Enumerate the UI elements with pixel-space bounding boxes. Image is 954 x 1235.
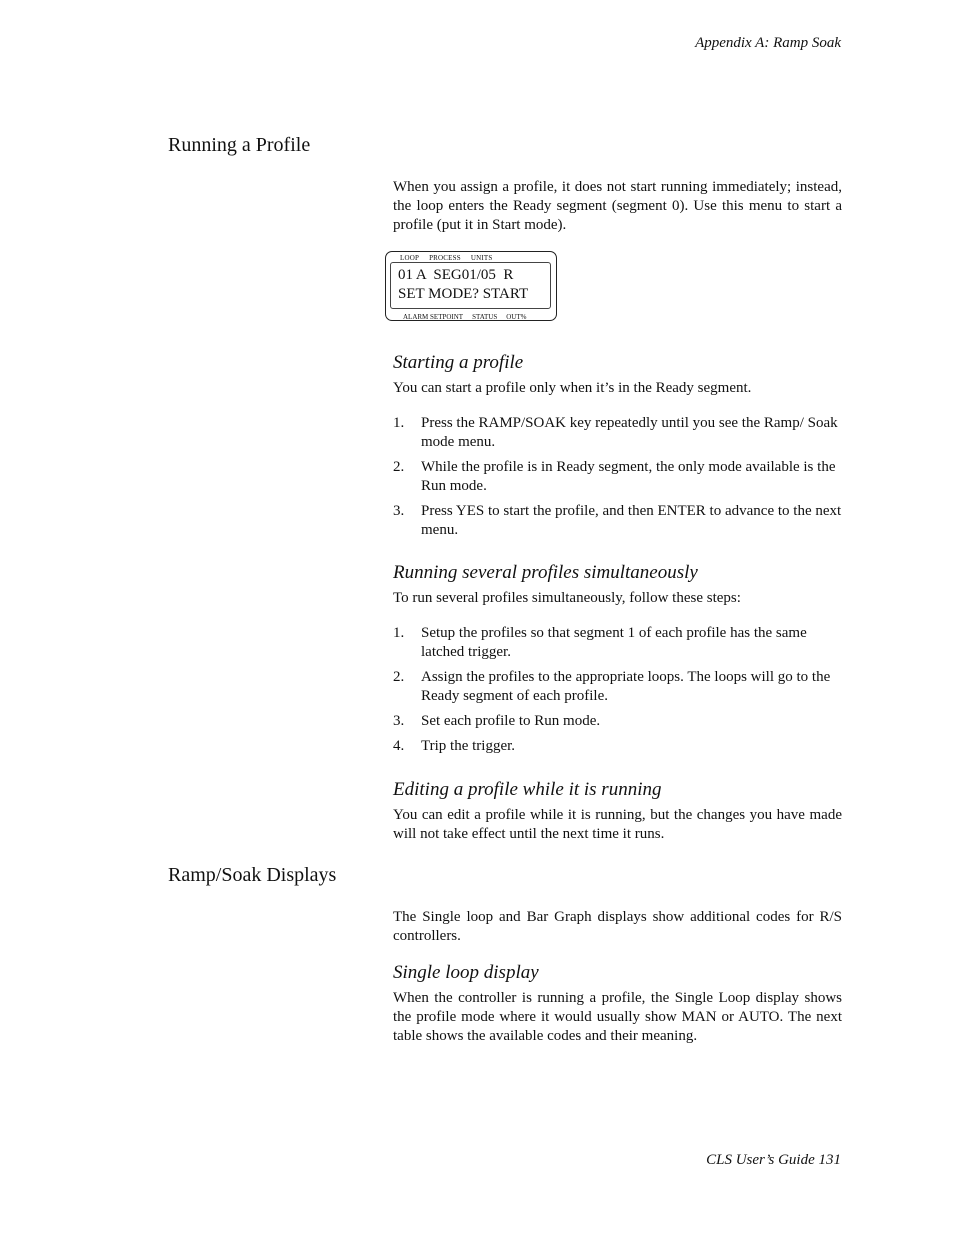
step-number: 3. <box>393 503 405 519</box>
step-number: 4. <box>393 738 405 754</box>
lcd-display-figure <box>385 251 557 321</box>
list-item <box>393 712 842 731</box>
heading-single-loop-display: Single loop display <box>393 962 539 983</box>
step-text: Trip the trigger. <box>421 738 516 754</box>
list-item <box>393 502 842 540</box>
starting-profile-steps <box>393 414 842 540</box>
lcd-label-alarm-setpoint: ALARM SETPOINT <box>403 313 464 321</box>
step-number: 3. <box>393 713 405 729</box>
lcd-label-loop: LOOP <box>400 254 420 262</box>
heading-several-profiles: Running several profiles simultaneously <box>393 562 698 583</box>
list-item <box>393 414 842 452</box>
step-number: 1. <box>393 415 405 431</box>
lcd-label-units: UNITS <box>470 254 493 262</box>
step-text: Set each profile to Run mode. <box>421 713 601 729</box>
starting-profile-intro: You can start a profile only when it’s in the Ready segment. <box>393 380 752 396</box>
lcd-bottom-labels <box>403 313 535 321</box>
list-item <box>393 737 842 756</box>
step-text: Setup the profiles so that segment 1 of each profile has the same latched trigger. <box>421 625 807 660</box>
lcd-screen <box>390 262 551 309</box>
running-profile-intro-block <box>393 178 842 235</box>
lcd-label-process: PROCESS <box>429 254 461 262</box>
list-item <box>393 668 842 706</box>
lcd-line-2: SET MODE? START <box>398 286 529 302</box>
section-title-running-profile: Running a Profile <box>168 134 311 156</box>
step-text: Press YES to start the profile, and then ENTER to advance to the next menu. <box>421 503 842 538</box>
starting-profile-section <box>393 353 842 546</box>
list-item <box>393 458 842 496</box>
displays-intro: The Single loop and Bar Graph displays show additional codes for R/S controllers. <box>393 909 842 944</box>
step-text: While the profile is in Ready segment, the only mode available is the Run mode. <box>421 459 836 494</box>
lcd-top-labels <box>400 254 502 262</box>
lcd-label-status: STATUS <box>472 313 498 321</box>
lcd-label-out: OUT% <box>506 313 527 321</box>
displays-intro-block <box>393 908 842 946</box>
running-profile-intro: When you assign a profile, it does not start running immediately; instead, the loop enters the Ready segment (segment 0). Use this menu to start a profile (put it in Start mode). <box>393 179 842 233</box>
step-text: Assign the profiles to the appropriate loops. The loops will go to the Ready segment of each profile. <box>421 669 831 704</box>
several-profiles-steps <box>393 624 842 756</box>
editing-profile-section <box>393 780 842 844</box>
lcd-line-1: 01 A SEG01/05 R <box>398 267 514 283</box>
step-number: 2. <box>393 459 405 475</box>
step-number: 2. <box>393 669 405 685</box>
editing-profile-text: You can edit a profile while it is running, but the changes you have made will not take effect until the next time it runs. <box>393 807 842 842</box>
page-footer: CLS User’s Guide 131 <box>706 1152 841 1168</box>
step-text: Press the RAMP/SOAK key repeatedly until you see the Ramp/ Soak mode menu. <box>421 415 838 450</box>
list-item <box>393 624 842 662</box>
single-loop-section <box>393 963 842 1046</box>
step-number: 1. <box>393 625 405 641</box>
several-profiles-section <box>393 563 842 762</box>
heading-editing-profile: Editing a profile while it is running <box>393 779 662 800</box>
single-loop-text: When the controller is running a profile, the Single Loop display shows the profile mode where it would usually show MAN or AUTO. The next table shows the available codes and their meaning. <box>393 990 842 1044</box>
heading-starting-profile: Starting a profile <box>393 352 524 373</box>
running-head: Appendix A: Ramp Soak <box>695 35 841 51</box>
several-profiles-intro: To run several profiles simultaneously, follow these steps: <box>393 590 741 606</box>
section-title-ramp-soak-displays: Ramp/Soak Displays <box>168 864 337 886</box>
